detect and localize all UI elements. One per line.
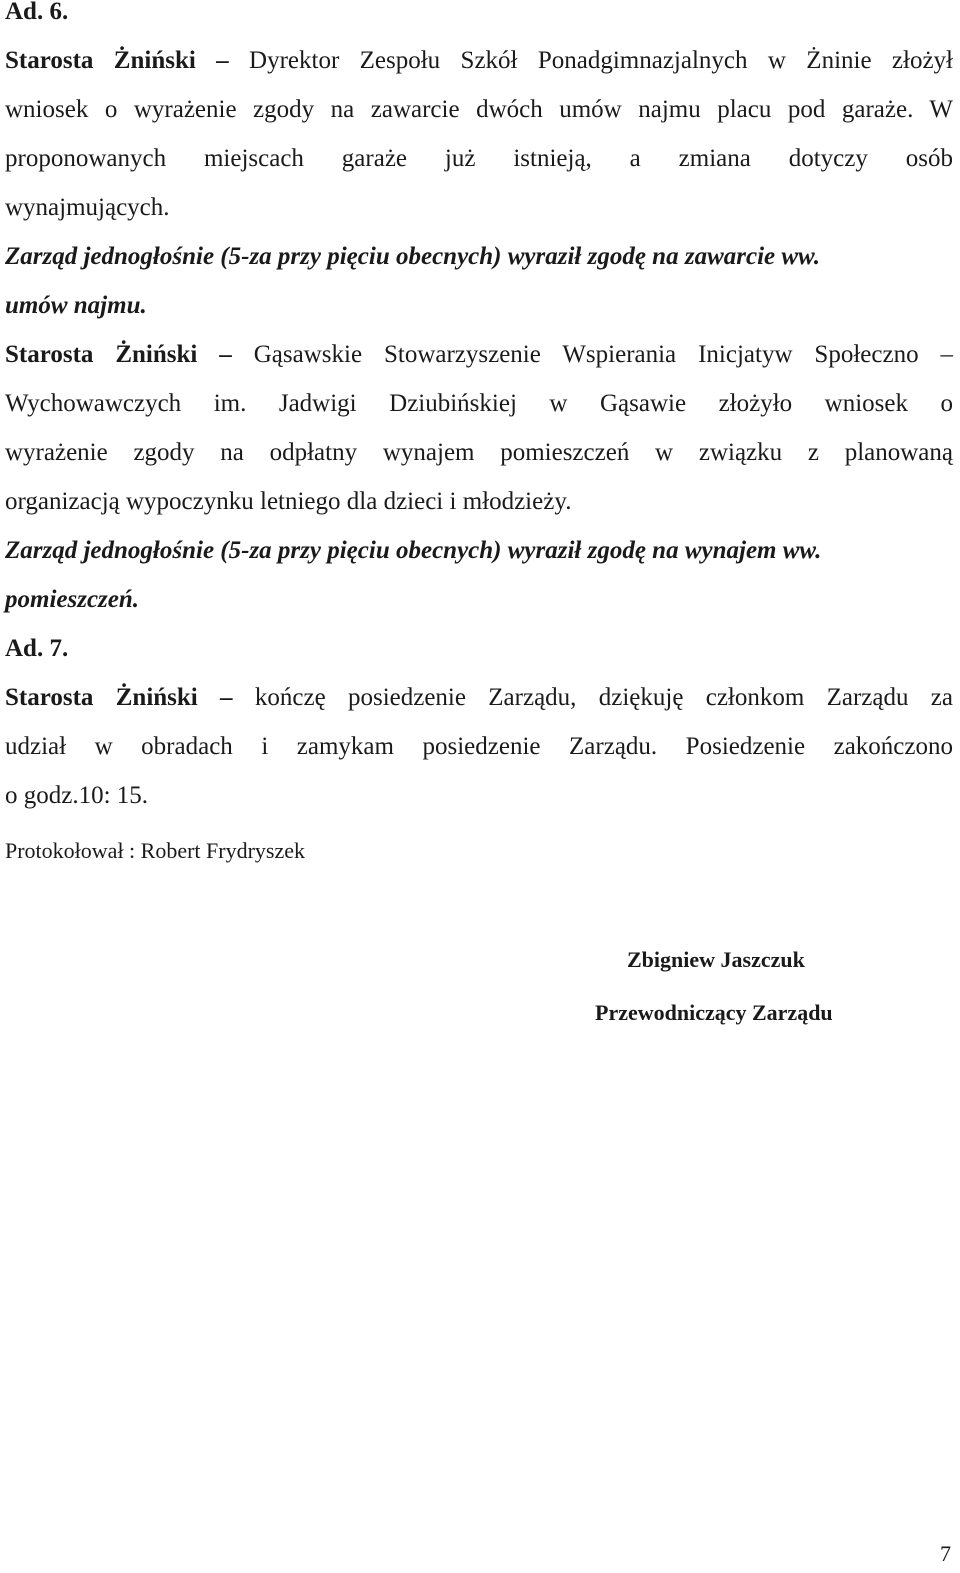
ad6-item1-line2: wniosek o wyrażenie zgody na zawarcie dwóch umów najmu placu pod garaże. W — [5, 96, 953, 123]
speaker-label: Starosta Żniński — [5, 684, 198, 711]
minutes-taker: Protokołował : Robert Frydryszek — [5, 838, 306, 863]
speaker-dash: – — [197, 684, 255, 711]
ad7-item-line1 — [5, 673, 953, 722]
speaker-dash: – — [197, 341, 254, 368]
ad6-heading: Ad. 6. — [5, 0, 69, 25]
ad6-item1-line4: wynajmujących. — [5, 194, 170, 221]
ad6-item1-line1 — [5, 36, 953, 85]
item-text: Dyrektor Zespołu Szkół Ponadgimnazjalnych w Żninie złożył — [249, 47, 953, 74]
ad6-item2-line4: organizacją wypoczynku letniego dla dzieci i młodzieży. — [5, 488, 572, 515]
item-text: Gąsawskie Stowarzyszenie Wspierania Inicjatyw Społeczno – — [253, 341, 953, 368]
speaker-dash: – — [195, 47, 250, 74]
ad6-item2-line1 — [5, 330, 953, 379]
speaker-label: Starosta Żniński — [5, 47, 196, 74]
item-text: kończę posiedzenie Zarządu, dziękuję członkom Zarządu za — [254, 684, 953, 711]
ad7-heading: Ad. 7. — [5, 635, 69, 662]
ad6-item1-line3: proponowanych miejscach garaże już istnieją, a zmiana dotyczy osób — [5, 145, 953, 172]
ad7-item-line2: udział w obradach i zamykam posiedzenie Zarządu. Posiedzenie zakończono — [5, 733, 953, 760]
signatory-role: Przewodniczący Zarządu — [595, 1000, 833, 1025]
ad6-decision2-line1: Zarząd jednogłośnie (5-za przy pięciu obecnych) wyraził zgodę na wynajem ww. — [5, 537, 822, 564]
ad6-item2-line3: wyrażenie zgody na odpłatny wynajem pomieszczeń w związku z planowaną — [5, 439, 953, 466]
ad6-decision1-line2: umów najmu. — [5, 292, 147, 319]
document-page — [5, 0, 953, 863]
ad7-item-line3: o godz.10: 15. — [5, 782, 149, 809]
page-number: 7 — [940, 1541, 951, 1566]
ad6-item2-line2: Wychowawczych im. Jadwigi Dziubińskiej w Gąsawie złożyło wniosek o — [5, 390, 953, 417]
signatory-name: Zbigniew Jaszczuk — [627, 947, 805, 972]
ad6-decision1-line1: Zarząd jednogłośnie (5-za przy pięciu obecnych) wyraził zgodę na zawarcie ww. — [5, 243, 821, 270]
speaker-label: Starosta Żniński — [5, 341, 198, 368]
ad6-decision2-line2: pomieszczeń. — [5, 586, 140, 613]
